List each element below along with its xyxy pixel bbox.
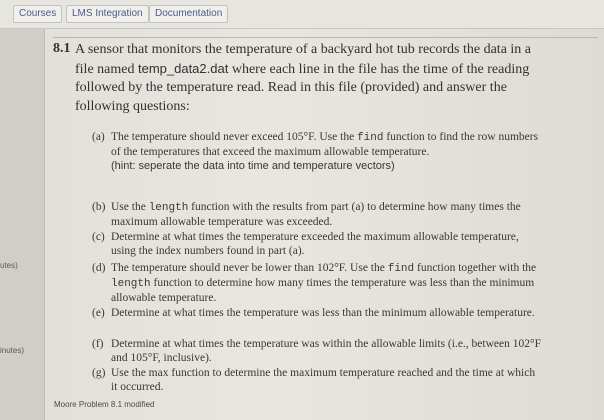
divider bbox=[53, 37, 598, 38]
top-navigation bbox=[0, 0, 604, 29]
problem-intro: A sensor that monitors the temperature of a backyard hot tub records the data in a file named temp_data2.dat where each line in the file has the time of the reading followed by the temperature read. Read in this file (provided) and answer the following questions: bbox=[75, 42, 532, 114]
tab-courses[interactable]: Courses bbox=[13, 5, 62, 23]
part-g: (g) Use the max function to determine the maximum temperature reached and the time at which it occurred. bbox=[92, 367, 536, 394]
source-note: Moore Problem 8.1 modified bbox=[54, 400, 155, 409]
part-e: (e) Determine at what times the temperature was less than the minimum allowable temperature. bbox=[92, 307, 535, 319]
sidebar-label: utes) bbox=[0, 261, 18, 270]
part-f: (f) Determine at what times the temperature was within the allowable limits (i.e., between 102°F and 105°F, inclusive). bbox=[92, 338, 541, 365]
sidebar-label: inutes) bbox=[0, 346, 25, 355]
left-sidebar bbox=[0, 29, 45, 420]
hint-text: (hint: seperate the data into time and temperature vectors) bbox=[111, 160, 395, 173]
tab-documentation[interactable]: Documentation bbox=[149, 5, 228, 23]
part-c: (c) Determine at what times the temperature exceeded the maximum allowable temperature, using the index numbers found in part (a). bbox=[92, 231, 519, 258]
part-d: (d) The temperature should never be lower than 102°F. Use the find function together with the length function to determine how many times the temperature was less than the minimum allowable temperature. bbox=[92, 262, 537, 305]
problem-document bbox=[45, 29, 604, 420]
problem-number: 8.1 bbox=[53, 41, 71, 56]
part-b: (b) Use the length function with the results from part (a) to determine how many times the maximum allowable temperature was exceeded. bbox=[92, 201, 521, 229]
part-a: (a) The temperature should never exceed 105°F. Use the find function to find the row numbers of the temperatures that exceed the maximum allowable temperature. (hint: seperate the data into time and temperature vectors) bbox=[92, 131, 539, 173]
filename: temp_data2.dat bbox=[137, 60, 229, 76]
tab-lms-integration[interactable]: LMS Integration bbox=[66, 5, 149, 23]
